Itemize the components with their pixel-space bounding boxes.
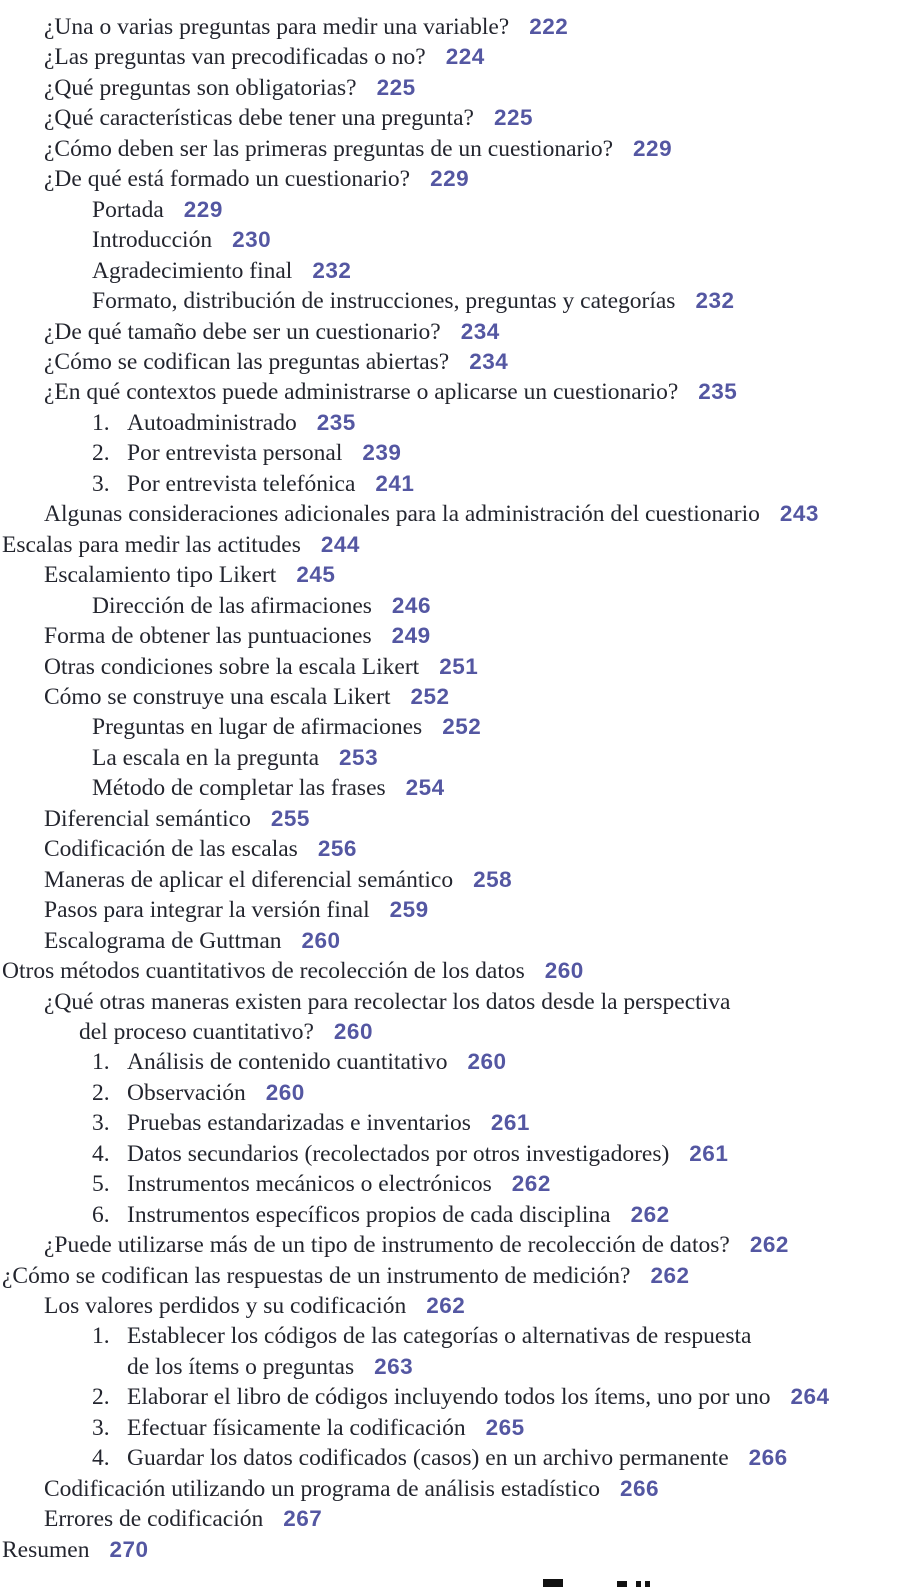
toc-entry-title: del proceso cuantitativo? [79, 1018, 314, 1045]
toc-entry-title: ¿Qué otras maneras existen para recolectar los datos desde la perspectiva [44, 988, 731, 1015]
toc-entry [0, 987, 903, 1017]
toc-entry-page: 225 [376, 74, 416, 100]
toc-entry-title: Elaborar el libro de códigos incluyendo todos los ítems, uno por uno [127, 1384, 771, 1411]
toc-entry-page: 253 [339, 744, 379, 770]
toc-entry-number: 1. [92, 1049, 110, 1076]
toc-entry-title: ¿Qué preguntas son obligatorias? [44, 74, 357, 101]
toc-entry-title: Por entrevista personal [127, 440, 343, 467]
toc-entry-page: 260 [333, 1018, 373, 1044]
toc-entry [0, 834, 903, 864]
toc-entry [0, 286, 903, 316]
toc-entry [0, 1535, 903, 1565]
toc-entry-page: 225 [493, 105, 533, 131]
toc-entry-title: Portada [92, 196, 164, 223]
toc-entry-title: Cómo se construye una escala Likert [44, 683, 391, 710]
toc-entry [0, 1230, 903, 1260]
toc-entry [0, 682, 903, 712]
toc-entry-title: Resumen [2, 1536, 90, 1563]
toc-entry [0, 42, 903, 72]
toc-entry [0, 1078, 903, 1108]
cropped-letter-top [543, 1579, 563, 1587]
toc-entry [0, 408, 903, 438]
toc-entry-title: ¿Qué características debe tener una pregunta? [44, 105, 474, 132]
toc-entry-number: 6. [92, 1201, 110, 1228]
toc-entry [0, 926, 903, 956]
toc-entry [0, 195, 903, 225]
toc-entry-page: 256 [317, 836, 357, 862]
toc-entry-page: 262 [650, 1262, 690, 1288]
toc-entry-page: 229 [183, 196, 223, 222]
toc-entry-title: Escalas para medir las actitudes [2, 531, 301, 558]
toc-entry-title: Diferencial semántico [44, 805, 251, 832]
toc-entry-title: Forma de obtener las puntuaciones [44, 623, 372, 650]
toc-entry-number: 3. [92, 1110, 110, 1137]
toc-entry-page: 258 [473, 866, 513, 892]
toc-entry-title: Escalamiento tipo Likert [44, 562, 277, 589]
cropped-letter-top [645, 1581, 650, 1587]
toc-entry-page: 263 [374, 1353, 414, 1379]
toc-entry [0, 73, 903, 103]
toc-entry-title: Otros métodos cuantitativos de recolección de los datos [2, 958, 525, 985]
toc-entry-page: 235 [316, 409, 356, 435]
toc-entry-title: Escalograma de Guttman [44, 927, 282, 954]
toc-entry [0, 865, 903, 895]
toc-entry-page: 264 [790, 1384, 830, 1410]
toc-entry-page: 232 [695, 288, 735, 314]
toc-entry-title: Algunas consideraciones adicionales para la administración del cuestionario [44, 501, 760, 528]
toc-entry [0, 1139, 903, 1169]
toc-entry-page: 261 [490, 1110, 530, 1136]
toc-entry-page: 249 [391, 623, 431, 649]
toc-entry-number: 1. [92, 409, 110, 436]
toc-entry-page: 270 [109, 1536, 149, 1562]
toc-entry-page: 243 [779, 501, 819, 527]
toc-entry [0, 773, 903, 803]
toc-entry [0, 1443, 903, 1473]
toc-entry [0, 1047, 903, 1077]
toc-entry-page: 252 [410, 683, 450, 709]
toc-entry-title: Otras condiciones sobre la escala Likert [44, 653, 420, 680]
toc-entry-page: 229 [633, 135, 673, 161]
toc-entry-page: 235 [698, 379, 738, 405]
toc-entry-title: ¿Las preguntas van precodificadas o no? [44, 44, 426, 71]
toc-entry [0, 1291, 903, 1321]
toc-entry [0, 1200, 903, 1230]
toc-entry [0, 1017, 903, 1047]
toc-entry-page: 265 [485, 1414, 525, 1440]
toc-entry-page: 262 [426, 1293, 466, 1319]
toc-entry-title: Por entrevista telefónica [127, 470, 356, 497]
toc-entry [0, 317, 903, 347]
toc-entry-page: 254 [405, 775, 445, 801]
toc-entry-title: Pasos para integrar la versión final [44, 897, 370, 924]
toc-entry-title: Observación [127, 1079, 246, 1106]
toc-entry-page: 222 [529, 14, 569, 39]
toc-entry [0, 103, 903, 133]
toc-entry-title: Errores de codificación [44, 1506, 264, 1533]
toc-entry [0, 1261, 903, 1291]
toc-entry-title: Datos secundarios (recolectados por otros investigadores) [127, 1140, 670, 1167]
toc-entry [0, 1382, 903, 1412]
toc-entry-title: ¿De qué tamaño debe ser un cuestionario? [44, 318, 441, 345]
toc-entry-title: Introducción [92, 227, 213, 254]
toc-entry [0, 743, 903, 773]
toc-entry-page: 260 [544, 958, 584, 984]
toc-entry-title: Guardar los datos codificados (casos) en un archivo permanente [127, 1445, 729, 1472]
toc-entry [0, 499, 903, 529]
toc-entry-page: 259 [389, 897, 429, 923]
toc-entry [0, 560, 903, 590]
toc-entry-page: 244 [320, 531, 360, 557]
toc-entry [0, 1504, 903, 1534]
toc-entry-title: Agradecimiento final [92, 257, 293, 284]
toc-entry-number: 2. [92, 1384, 110, 1411]
toc-entry-number: 2. [92, 1079, 110, 1106]
toc-entry-page: 234 [469, 348, 509, 374]
toc-entry-number: 4. [92, 1445, 110, 1472]
toc-entry [0, 956, 903, 986]
toc-entry [0, 652, 903, 682]
toc-entry-title: Instrumentos específicos propios de cada disciplina [127, 1201, 611, 1228]
toc-entry-title: de los ítems o preguntas [127, 1353, 355, 1380]
toc-entry [0, 256, 903, 286]
toc-entry-number: 4. [92, 1140, 110, 1167]
toc-entry-title: ¿Cómo deben ser las primeras preguntas de un cuestionario? [44, 135, 614, 162]
toc-entry-number: 3. [92, 1414, 110, 1441]
toc-entry-page: 267 [283, 1506, 323, 1532]
toc-entry-title: Dirección de las afirmaciones [92, 592, 372, 619]
toc-entry-number: 5. [92, 1171, 110, 1198]
toc-entry [0, 591, 903, 621]
toc-entry [0, 225, 903, 255]
toc-entry-page: 232 [312, 257, 352, 283]
toc-entry [0, 134, 903, 164]
toc-entry [0, 1413, 903, 1443]
toc-entry-title: Formato, distribución de instrucciones, preguntas y categorías [92, 288, 676, 315]
toc-entry-page: 255 [270, 805, 310, 831]
toc-entry-page: 260 [467, 1049, 507, 1075]
toc-entry [0, 438, 903, 468]
toc-entry-page: 260 [265, 1079, 305, 1105]
toc-entry-page: 229 [430, 166, 470, 192]
toc-entry [0, 1321, 903, 1351]
toc-entry-number: 1. [92, 1323, 110, 1350]
toc-entry-title: Análisis de contenido cuantitativo [127, 1049, 448, 1076]
toc-entry-page: 262 [511, 1171, 551, 1197]
toc-entry [0, 1474, 903, 1504]
toc-entry-title: Autoadministrado [127, 409, 297, 436]
toc-entry-title: Pruebas estandarizadas e inventarios [127, 1110, 471, 1137]
toc-entry-title: ¿Cómo se codifican las preguntas abiertas? [44, 348, 450, 375]
toc-entry-title: Instrumentos mecánicos o electrónicos [127, 1171, 492, 1198]
toc-list [0, 12, 903, 1565]
toc-entry-page: 230 [232, 227, 272, 253]
toc-entry [0, 712, 903, 742]
toc-entry-page: 266 [748, 1445, 788, 1471]
toc-entry-title: ¿Puede utilizarse más de un tipo de instrumento de recolección de datos? [44, 1232, 730, 1259]
toc-entry-page: 261 [689, 1140, 729, 1166]
toc-entry-page: 224 [445, 44, 485, 70]
toc-entry-title: Método de completar las frases [92, 775, 386, 802]
toc-entry-number: 3. [92, 470, 110, 497]
toc-entry [0, 1169, 903, 1199]
toc-entry-title: Codificación de las escalas [44, 836, 298, 863]
toc-entry [0, 804, 903, 834]
toc-entry [0, 530, 903, 560]
toc-entry-page: 260 [301, 927, 341, 953]
toc-entry-title: Los valores perdidos y su codificación [44, 1293, 407, 1320]
toc-entry-title: ¿Una o varias preguntas para medir una variable? [44, 14, 510, 40]
toc-entry-title: Codificación utilizando un programa de análisis estadístico [44, 1475, 601, 1502]
cropped-letter-top [636, 1581, 641, 1587]
toc-entry-title: ¿Cómo se codifican las respuestas de un instrumento de medición? [2, 1262, 631, 1289]
toc-entry [0, 1352, 903, 1382]
toc-entry-page: 262 [749, 1232, 789, 1258]
toc-entry [0, 347, 903, 377]
toc-entry [0, 469, 903, 499]
toc-entry-title: Establecer los códigos de las categorías o alternativas de respuesta [127, 1323, 752, 1350]
toc-entry-title: ¿De qué está formado un cuestionario? [44, 166, 411, 193]
toc-entry-title: Maneras de aplicar el diferencial semántico [44, 866, 454, 893]
toc-entry-page: 266 [620, 1475, 660, 1501]
toc-entry-page: 251 [439, 653, 479, 679]
toc-entry-page: 245 [296, 562, 336, 588]
cropped-letter-top [617, 1581, 627, 1587]
toc-entry [0, 12, 903, 42]
toc-entry [0, 621, 903, 651]
toc-entry [0, 895, 903, 925]
toc-entry [0, 1108, 903, 1138]
toc-entry-page: 234 [460, 318, 500, 344]
toc-entry-title: ¿En qué contextos puede administrarse o aplicarse un cuestionario? [44, 379, 679, 406]
toc-entry-page: 262 [630, 1201, 670, 1227]
toc-entry-title: Preguntas en lugar de afirmaciones [92, 714, 423, 741]
toc-entry-page: 239 [362, 440, 402, 466]
toc-entry-number: 2. [92, 440, 110, 467]
toc-entry-page: 241 [375, 470, 415, 496]
toc-entry-title: Efectuar físicamente la codificación [127, 1414, 466, 1441]
toc-entry-page: 246 [391, 592, 431, 618]
toc-entry [0, 164, 903, 194]
toc-entry-title: La escala en la pregunta [92, 744, 320, 771]
toc-entry [0, 377, 903, 407]
toc-entry-page: 252 [442, 714, 482, 740]
